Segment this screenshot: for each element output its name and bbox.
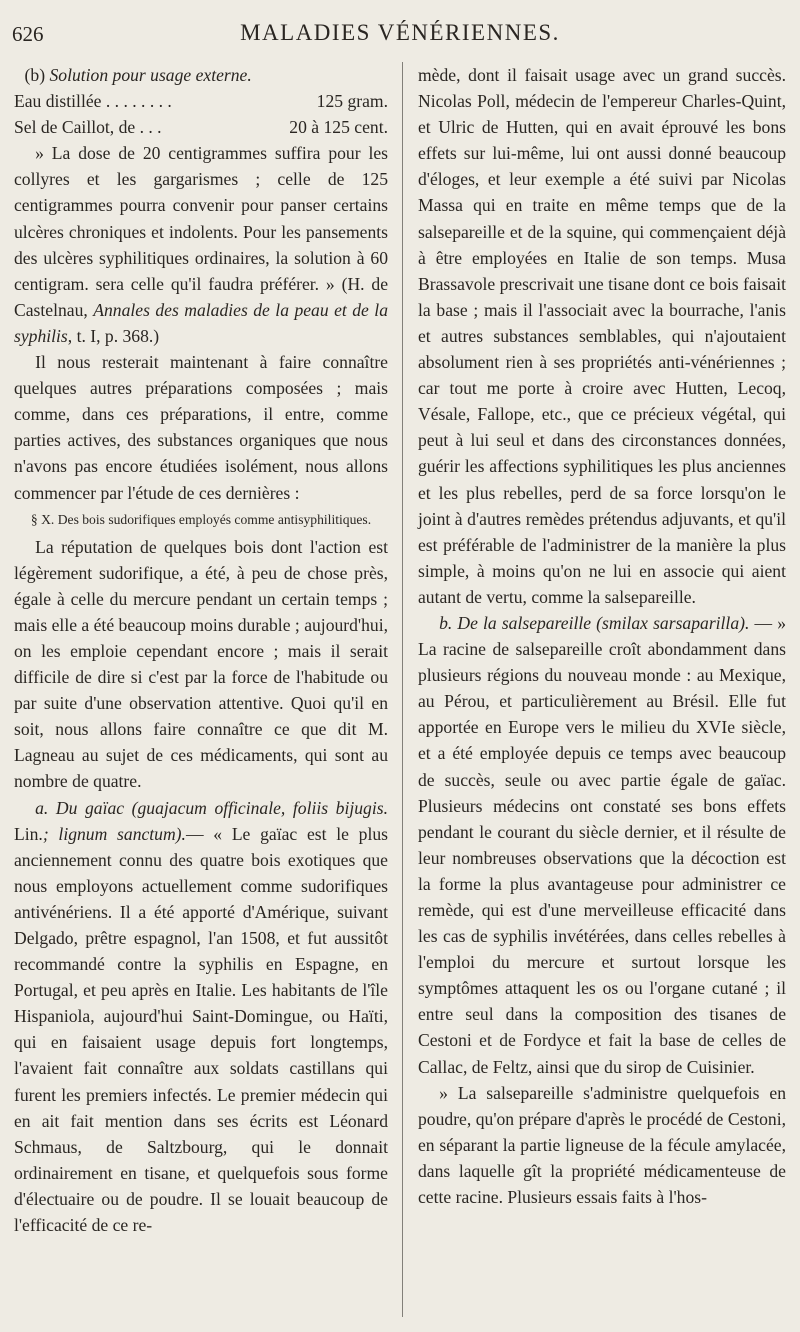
- paragraph: Il nous resterait maintenant à faire connaître quelques autres préparations composées ; mais comme, dans ces préparations, il entre, comme parties actives, des substances organiques que nous n'avons pas encore étudiées isolément, nous allons commencer par l'étude de ces dernières :: [14, 352, 388, 503]
- formula-quantity: 20 à 125 cent.: [289, 117, 388, 138]
- formula-line-2: [14, 114, 388, 140]
- left-column: [14, 62, 388, 1238]
- page-number: 626: [12, 22, 44, 46]
- paragraph: » La salsepareille s'administre quelquefois en poudre, qu'on prépare d'après le procédé de Cestoni, en séparant la partie ligneuse de la fécule amylacée, dans laquelle gît la propriété médicamenteuse de cette racine. Plusieurs essais faits à l'hos-: [418, 1082, 786, 1208]
- sub-heading-label: (b): [24, 65, 46, 85]
- formula-ingredient: Sel de Caillot, de . . .: [14, 117, 162, 138]
- paragraph-text: — » La racine de salsepareille croît abondamment dans plusieurs régions du nouveau monde : au Mexique, au Pérou, et particulièrement au Brésil. Elle fut apportée en Europe vers le milieu du XVIe siècle, et a été employée depuis ce temps avec beaucoup de succès, seule ou avec partie égale de gaïac. Plusieurs médecins ont constaté ses bons effets pendant le courant du siècle dernier, et il résulte de leur nombreuses observations que la décoction est la forme la plus avantageuse pour administrer ce remède, qui est d'une merveilleuse efficacité dans les cas de syphilis invétérées, dans celles rebelles à l'emploi du mercure et surtout lorsque les symptômes attaquent les os ou l'organe cutané ; il entre seul dans la composition des tisanes de Cestoni et de Fordyce et fait la base de celles de Callac, de Feltz, ainsi que du sirop de Cuisinier.: [418, 612, 786, 1077]
- formula-ingredient: Eau distillée . . . . . . . .: [14, 91, 172, 112]
- paragraph-text: — « Le gaïac est le plus anciennement connu des quatre bois exotiques que nous employons actuellement comme sudorifiques antivénériens. Il a été apporté d'Amérique, suivant Delgado, prêtre espagnol, l'an 1508, et fut aussitôt recommandé contre la syphilis en Espagne, en Portugal, et peu après en Italie. Les habitants de l'île Hispaniola, aujourd'hui Saint-Domingue, ou Haïti, qui en faisaient usage depuis fort longtemps, l'avaient fait connaître aux soldats castillans qui furent les premiers infectés. Le premier médecin qui en ait fait mention dans ses écrits est Léonard Schmaus, de Saltzbourg, qui le donnait ordinairement en tisane, et quelquefois sous forme d'électuaire ou de poudre. Il se louait beaucoup de l'efficacité de ce re-: [14, 823, 388, 1236]
- formula-quantity: 125 gram.: [316, 91, 388, 112]
- paragraph-text: » La dose de 20 centigrammes suffira pour les collyres et les gargarismes ; celle de 125 centigrammes pourra convenir pour panser certains ulcères chroniques et indolents. Pour les pansements des ulcères syphilitiques ordinaires, la solution à 60 centigram. sera celle qu'il faudra préférer. » (H. de Castelnau,: [14, 143, 388, 320]
- section-heading: § X. Des bois sudorifiques employés comme antisyphilitiques.: [30, 511, 372, 527]
- formula-line-1: [14, 88, 388, 114]
- entry-label-2: ; lignum sanctum).: [42, 823, 186, 844]
- citation-title: Annales des maladies de la peau et de la syphilis: [14, 299, 388, 346]
- running-title: MALADIES VÉNÉRIENNES.: [240, 20, 560, 45]
- entry-label: b. De la salsepareille (smilax sarsaparilla).: [439, 612, 750, 633]
- column-divider: [402, 62, 403, 1317]
- entry-label-author: Lin.: [14, 823, 43, 844]
- paragraph: La réputation de quelques bois dont l'action est légèrement sudorifique, a été, à peu de chose près, égale à celle du mercure pendant un certain temps ; mais elle a été beaucoup moins durable ; aujourd'hui, on les emploie cependant encore ; mais il serait difficile de dire si c'est par la force de l'habitude ou par suite d'une observation attentive. Quoi qu'il en soit, nous allons faire connaître ce que dit M. Lagneau au sujet de ces médicaments, qui sont au nombre de quatre.: [14, 536, 388, 792]
- citation-end: , t. I, p. 368.): [67, 325, 160, 346]
- paragraph: [14, 140, 388, 349]
- paragraph: [418, 610, 786, 1080]
- right-column: [418, 62, 786, 1210]
- sub-heading-title: Solution pour usage externe.: [49, 65, 252, 85]
- entry-label: a. Du gaïac (guajacum officinale, foliis bijugis.: [35, 797, 388, 818]
- paragraph: [14, 795, 388, 1239]
- sub-heading: [14, 62, 388, 88]
- paragraph: mède, dont il faisait usage avec un grand succès. Nicolas Poll, médecin de l'empereur Charles-Quint, et Ulric de Hutten, qui en avait éprouvé les bons effets sur lui-même, lui ont aussi donné beaucoup d'éloges, et leur exemple a été suivi par Nicolas Massa qui en traite en même temps que de la salsepareille et de la squine, qui commençaient déjà à être employées en Italie de son temps. Musa Brassavole prescrivait une tisane dont ce bois faisait la base ; mais il l'associait avec la bourrache, l'anis et autres substances semblables, qui n'ajoutaient absolument rien à ses propriétés anti-vénériennes ; car tout me porte à croire avec Hutten, Lecoq, Vésale, Fallope, etc., que ce précieux végétal, qui peut à lui seul et dans des circonstances données, guérir les affections syphilitiques les plus anciennes et les plus rebelles, perd de sa force lorsqu'on le joint à d'autres remèdes prétendus adjuvants, et qu'il est préférable de l'administrer de la manière la plus simple, à moins qu'on ne lui en associe qui aient autant de vertu, comme la salsepareille.: [418, 65, 786, 607]
